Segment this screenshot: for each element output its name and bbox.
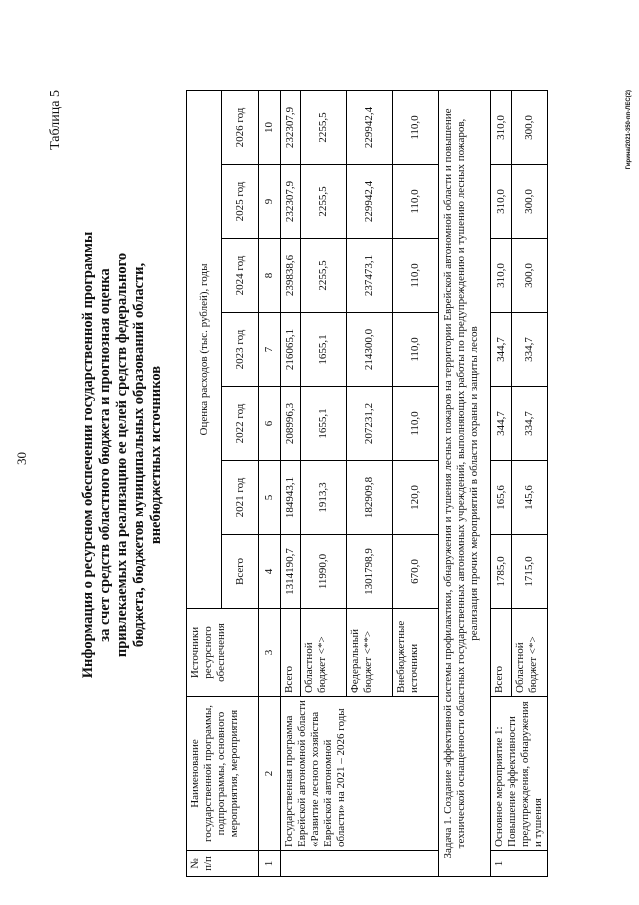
value-cell: 1913,3 xyxy=(301,461,347,535)
value-cell: 208996,3 xyxy=(281,387,301,461)
value-cell: 300,0 xyxy=(512,91,548,165)
task-row: Задача 1. Создание эффективной системы профилактики, обнаружения и тушения лесных пожаров на территории Еврейской автономной области и повышение технической оснащенности областных государственных автономных учреждений, выполняющих работы по предупреждению и тушению лесных пожаров, реализация прочих мероприятий в области охраны и защиты лесов xyxy=(439,91,491,877)
value-cell: 237473,1 xyxy=(347,239,393,313)
column-number: 9 xyxy=(259,165,281,239)
value-cell: 1715,0 xyxy=(512,535,548,609)
title-line-1: Информация о ресурсном обеспечении государственной программы xyxy=(80,231,96,679)
value-cell: 310,0 xyxy=(491,239,512,313)
header-year: 2023 год xyxy=(222,313,259,387)
column-number: 5 xyxy=(259,461,281,535)
column-number: 3 xyxy=(259,609,281,697)
value-cell: 1785,0 xyxy=(491,535,512,609)
value-cell: 110,0 xyxy=(393,313,439,387)
column-number: 1 xyxy=(259,851,281,877)
header-estimate: Оценка расходов (тыс. рублей), годы xyxy=(187,91,222,609)
header-year: 2025 год xyxy=(222,165,259,239)
program-num xyxy=(281,851,439,877)
value-cell: 229942,4 xyxy=(347,165,393,239)
title-line-5: внебюджетных источников xyxy=(148,365,164,545)
header-year: 2021 год xyxy=(222,461,259,535)
title-line-2: за счет средств областного бюджета и прогнозная оценка xyxy=(97,268,113,642)
title-line-4: бюджета, бюджетов муниципальных образований области, xyxy=(131,262,147,648)
document-id: Гирина/2021-350-пп-ЛЕС(2) xyxy=(626,90,632,170)
value-cell: 110,0 xyxy=(393,91,439,165)
value-cell: 344,7 xyxy=(491,313,512,387)
value-cell: 344,7 xyxy=(491,387,512,461)
measure-name: Основное мероприятие 1: Повышение эффективности предупреждения, обнаружения и тушения xyxy=(491,697,548,851)
header-num: № п/п xyxy=(187,851,259,877)
source-cell: Всего xyxy=(281,609,301,697)
value-cell: 110,0 xyxy=(393,387,439,461)
value-cell: 207231,2 xyxy=(347,387,393,461)
page-number: 30 xyxy=(14,452,29,465)
column-number: 10 xyxy=(259,91,281,165)
column-number: 8 xyxy=(259,239,281,313)
source-cell: Областной бюджет <*> xyxy=(512,609,548,697)
value-cell: 145,6 xyxy=(512,461,548,535)
value-cell: 310,0 xyxy=(491,91,512,165)
column-number: 4 xyxy=(259,535,281,609)
value-cell: 110,0 xyxy=(393,239,439,313)
value-cell: 182909,8 xyxy=(347,461,393,535)
value-cell: 232307,9 xyxy=(281,165,301,239)
header-year: 2024 год xyxy=(222,239,259,313)
header-year: Всего xyxy=(222,535,259,609)
resource-table xyxy=(186,90,548,877)
value-cell: 216065,1 xyxy=(281,313,301,387)
source-cell: Всего xyxy=(491,609,512,697)
header-source: Источники ресурсного обеспечения xyxy=(187,609,259,697)
measure-num: 1 xyxy=(491,851,548,877)
value-cell: 120,0 xyxy=(393,461,439,535)
value-cell: 165,6 xyxy=(491,461,512,535)
source-cell: Областной бюджет <*> xyxy=(301,609,347,697)
value-cell: 300,0 xyxy=(512,165,548,239)
value-cell: 1301798,9 xyxy=(347,535,393,609)
value-cell: 310,0 xyxy=(491,165,512,239)
title-line-3: привлекаемых на реализацию ее целей средств федерального xyxy=(114,252,130,658)
header-name: Наименование государственной программы, подпрограммы, основного мероприятия, мероприятия xyxy=(187,697,259,851)
value-cell: 214300,0 xyxy=(347,313,393,387)
value-cell: 1314190,7 xyxy=(281,535,301,609)
value-cell: 300,0 xyxy=(512,239,548,313)
value-cell: 229942,4 xyxy=(347,91,393,165)
value-cell: 232307,9 xyxy=(281,91,301,165)
document-title xyxy=(80,155,165,755)
value-cell: 184943,1 xyxy=(281,461,301,535)
source-cell: Федеральный бюджет <**> xyxy=(347,609,393,697)
header-year: 2026 год xyxy=(222,91,259,165)
value-cell: 2255,5 xyxy=(301,239,347,313)
value-cell: 2255,5 xyxy=(301,91,347,165)
column-number: 2 xyxy=(259,697,281,851)
value-cell: 1655,1 xyxy=(301,387,347,461)
source-cell: Внебюджетные источники xyxy=(393,609,439,697)
program-name: Государственная программа Еврейской автономной области «Развитие лесного хозяйства Еврейской автономной области» на 2021 – 2026 годы xyxy=(281,697,439,851)
header-year: 2022 год xyxy=(222,387,259,461)
value-cell: 334,7 xyxy=(512,313,548,387)
value-cell: 670,0 xyxy=(393,535,439,609)
value-cell: 1655,1 xyxy=(301,313,347,387)
table-label: Таблица 5 xyxy=(48,90,63,150)
column-number: 6 xyxy=(259,387,281,461)
value-cell: 2255,5 xyxy=(301,165,347,239)
value-cell: 334,7 xyxy=(512,387,548,461)
column-number: 7 xyxy=(259,313,281,387)
value-cell: 11990,0 xyxy=(301,535,347,609)
value-cell: 239838,6 xyxy=(281,239,301,313)
value-cell: 110,0 xyxy=(393,165,439,239)
